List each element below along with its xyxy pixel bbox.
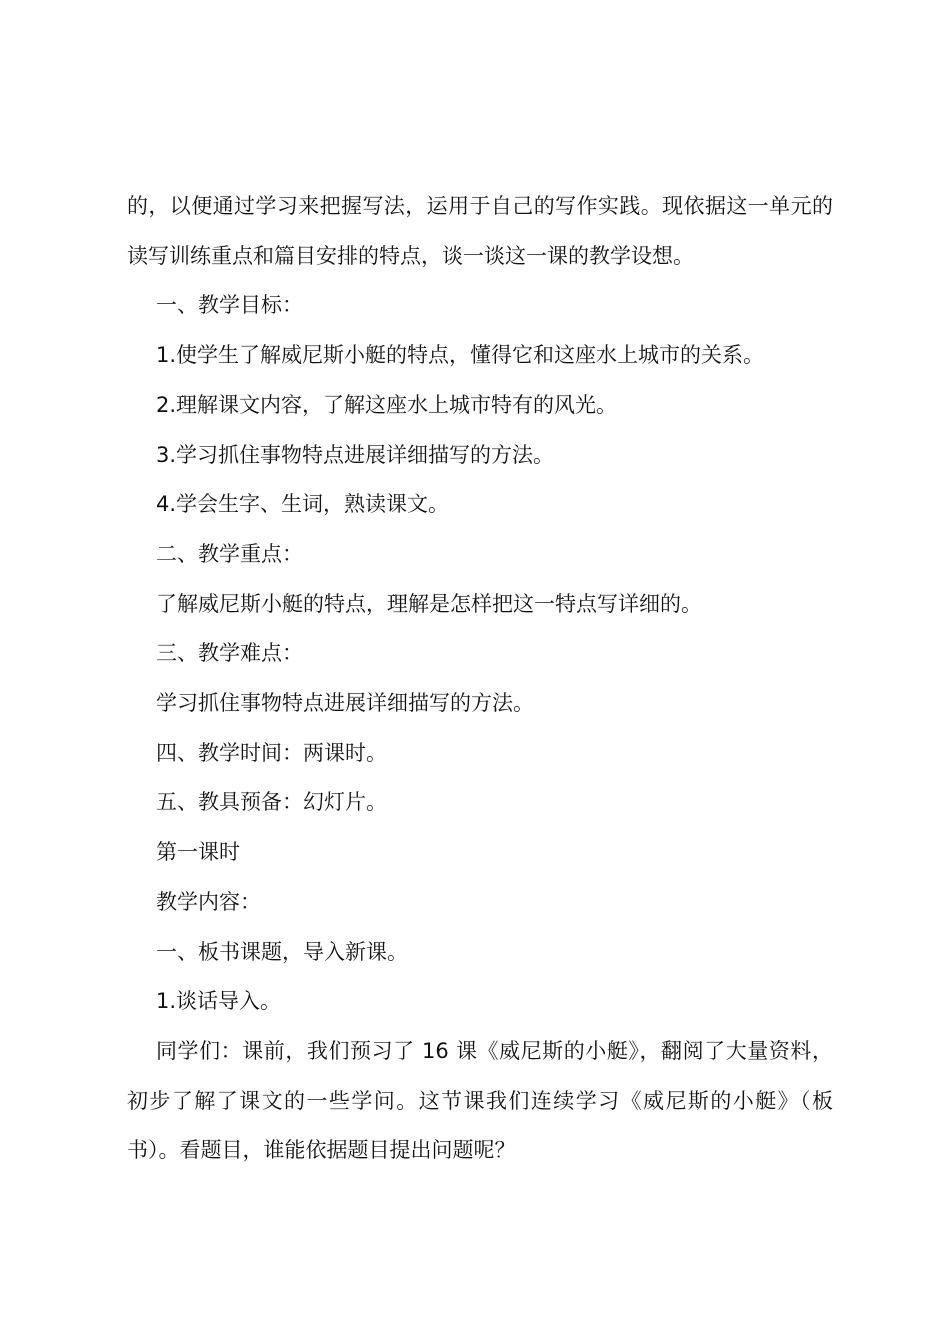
teaching-focus-text: 了解威尼斯小艇的特点，理解是怎样把这一特点写详细的。 [156, 591, 702, 616]
objective-item-3: 3.学习抓住事物特点进展详细描写的方法。 [156, 442, 555, 467]
teaching-time: 四、教学时间：两课时。 [156, 740, 387, 765]
objective-item-2: 2.理解课文内容，了解这座水上城市特有的风光。 [156, 392, 618, 417]
teaching-aids: 五、教具预备：幻灯片。 [156, 790, 387, 815]
step-one-item-1: 1.谈话导入。 [156, 989, 282, 1014]
lesson-one-heading: 第一课时 [156, 840, 240, 865]
objective-item-1: 1.使学生了解威尼斯小艇的特点，懂得它和这座水上城市的关系。 [156, 343, 765, 368]
heading-teaching-focus: 二、教学重点： [156, 541, 303, 566]
teaching-difficulty-text: 学习抓住事物特点进展详细描写的方法。 [156, 691, 534, 716]
step-one-heading: 一、板书课题，导入新课。 [156, 939, 408, 964]
intro-speech-paragraph: 同学们：课前，我们预习了 16 课《威尼斯的小艇》，翻阅了大量资料，初步了解了课文的一些学问。这节课我们连续学习《威尼斯的小艇》（板书）。看题目，谁能依据题目提出问题呢？ [127, 1038, 833, 1163]
teaching-content-heading: 教学内容： [156, 889, 261, 914]
paragraph-continuation: 的，以便通过学习来把握写法，运用于自己的写作实践。现依据这一单元的读写训练重点和篇目安排的特点，谈一谈这一课的教学设想。 [127, 194, 833, 268]
objective-item-4: 4.学会生字、生词，熟读课文。 [156, 492, 450, 517]
document-body [127, 182, 833, 1176]
heading-teaching-difficulty: 三、教学难点： [156, 641, 303, 666]
heading-teaching-objectives: 一、教学目标： [156, 293, 303, 318]
